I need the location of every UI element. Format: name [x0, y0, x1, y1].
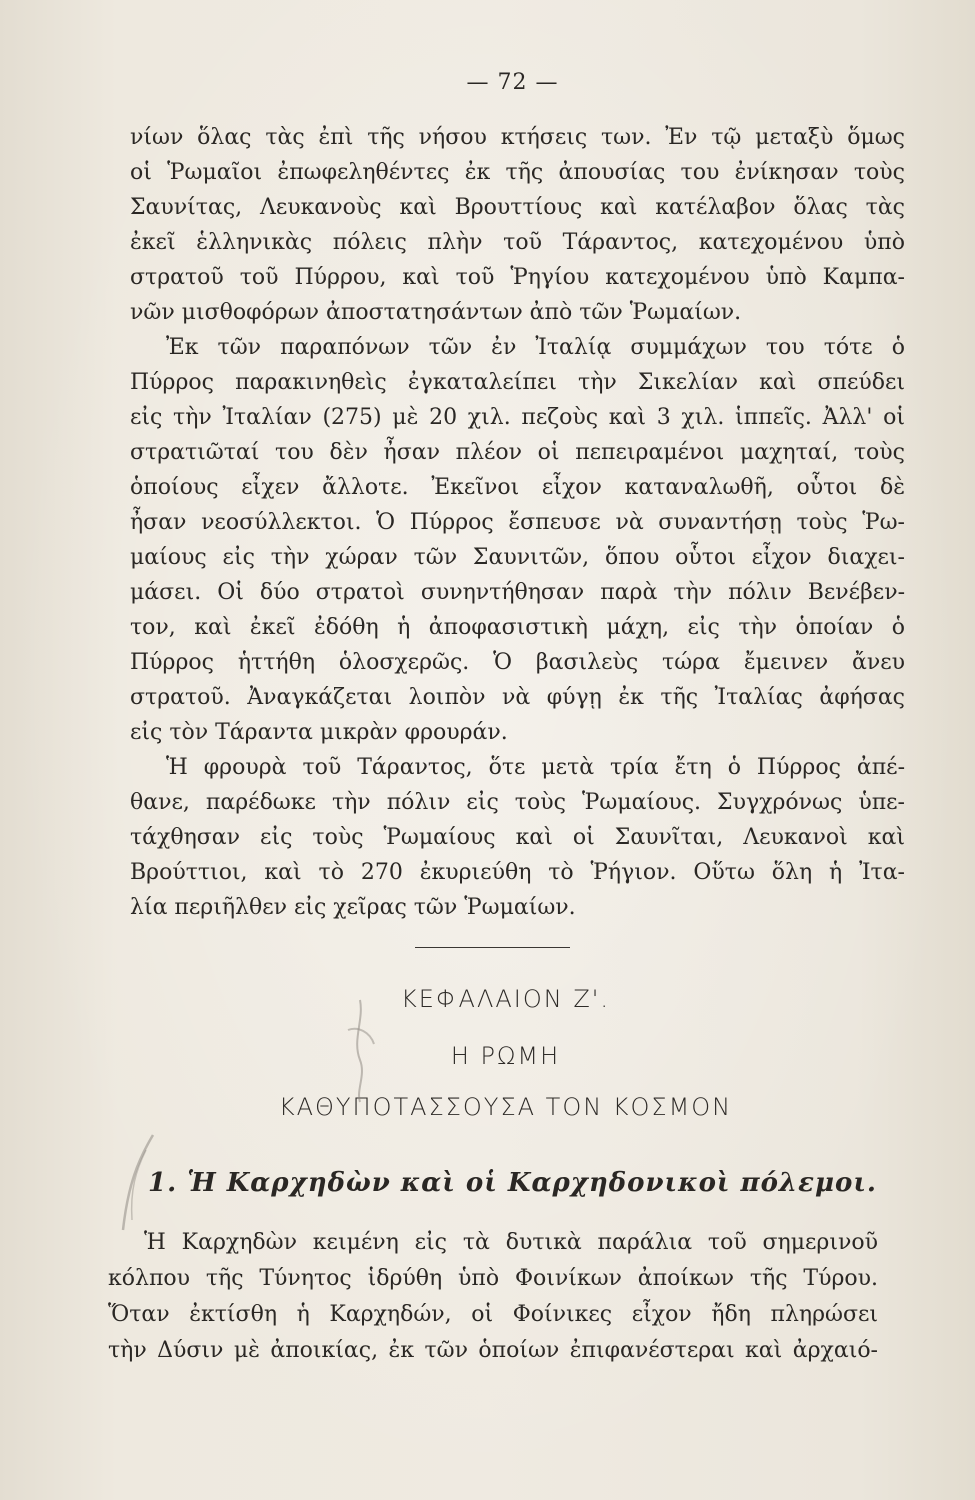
text-line: τὴν Δύσιν μὲ ἀποικίας, ἐκ τῶν ὁποίων ἐπιφανέστεραι καὶ ἀρχαιό-	[108, 1338, 878, 1363]
text-line: νίων ὅλας τὰς ἐπὶ τῆς νήσου κτήσεις των. Ἐν τῷ μεταξὺ ὅμως	[130, 125, 905, 150]
text-line: Ἐκ τῶν παραπόνων τῶν ἐν Ἰταλίᾳ συμμάχων του τότε ὁ	[166, 335, 905, 360]
text-line: Βρούττιοι, καὶ τὸ 270 ἐκυριεύθη τὸ Ῥήγιον. Οὕτω ὅλη ἡ Ἰτα-	[130, 860, 905, 885]
text-line: θανε, παρέδωκε τὴν πόλιν εἰς τοὺς Ῥωμαίους. Συγχρόνως ὑπε-	[130, 790, 905, 815]
text-line: μάσει. Οἱ δύο στρατοὶ συνηντήθησαν παρὰ τὴν πόλιν Βενέβεν-	[130, 580, 905, 605]
text-line: στρατοῦ τοῦ Πύρρου, καὶ τοῦ Ῥηγίου κατεχομένου ὑπὸ Καμπα-	[130, 265, 905, 290]
text-line: στρατιῶταί του δὲν ἦσαν πλέον οἱ πεπειραμένοι μαχηταί, τοὺς	[130, 440, 905, 465]
text-line: ὁποίους εἶχεν ἄλλοτε. Ἐκεῖνοι εἶχον καταναλωθῆ, οὗτοι δὲ	[130, 475, 905, 500]
text-line: κόλπου τῆς Τύνητος ἱδρύθη ὑπὸ Φοινίκων ἀποίκων τῆς Τύρου.	[108, 1266, 878, 1291]
section-text	[108, 1225, 878, 1369]
text-line: εἰς τὴν Ἰταλίαν (275) μὲ 20 χιλ. πεζοὺς καὶ 3 χιλ. ἱππεῖς. Ἀλλ' οἱ	[130, 405, 905, 430]
text-line: νῶν μισθοφόρων ἀποστατησάντων ἀπὸ τῶν Ῥωμαίων.	[130, 300, 742, 325]
text-line: εἰς τὸν Τάραντα μικρὰν φρουράν.	[130, 720, 508, 745]
text-line: στρατοῦ. Ἀναγκάζεται λοιπὸν νὰ φύγῃ ἐκ τῆς Ἰταλίας ἀφήσας	[130, 685, 905, 710]
section-divider	[415, 947, 570, 948]
text-line: Πύρρος παρακινηθεὶς ἐγκαταλείπει τὴν Σικελίαν καὶ σπεύδει	[130, 370, 905, 395]
chapter-label: ΚΕΦΑΛΑΙΟΝ Ζ'.	[400, 985, 611, 1013]
text-line: λία περιῆλθεν εἰς χεῖρας τῶν Ῥωμαίων.	[130, 895, 576, 920]
chapter-title-line-2: ΚΑΘΥΠΟΤΑΣΣΟΥΣΑ ΤΟΝ ΚΟΣΜΟΝ	[278, 1093, 733, 1121]
paragraph-3	[130, 750, 905, 925]
text-line: Ἡ φρουρὰ τοῦ Τάραντος, ὅτε μετὰ τρία ἔτη ὁ Πύρρος ἀπέ-	[166, 755, 905, 780]
page-number: — 72 —	[466, 70, 559, 95]
main-text	[130, 120, 905, 925]
text-line: τάχθησαν εἰς τοὺς Ῥωμαίους καὶ οἱ Σαυνῖται, Λευκανοὶ καὶ	[130, 825, 905, 850]
text-line: μαίους εἰς τὴν χώραν τῶν Σαυνιτῶν, ὅπου οὗτοι εἶχον διαχει-	[130, 545, 905, 570]
text-line: Σαυνίτας, Λευκανοὺς καὶ Βρουττίους καὶ κατέλαβον ὅλας τὰς	[130, 195, 905, 220]
text-line: οἱ Ῥωμαῖοι ἐπωφεληθέντες ἐκ τῆς ἀπουσίας του ἐνίκησαν τοὺς	[130, 160, 905, 185]
text-line: ἦσαν νεοσύλλεκτοι. Ὁ Πύρρος ἔσπευσε νὰ συναντήσῃ τοὺς Ῥω-	[130, 510, 905, 535]
text-line: Ὅταν ἐκτίσθη ἡ Καρχηδών, οἱ Φοίνικες εἶχον ἤδη πληρώσει	[108, 1302, 878, 1327]
paragraph-1	[130, 120, 905, 330]
section-heading: 1. Ἡ Καρχηδὼν καὶ οἱ Καρχηδονικοὶ πόλεμοι.	[148, 1168, 877, 1198]
text-line: Πύρρος ἡττήθη ὁλοσχερῶς. Ὁ βασιλεὺς τώρα ἔμεινεν ἄνευ	[130, 650, 905, 675]
chapter-title-line-1: Η ΡΩΜΗ	[450, 1042, 561, 1070]
text-line: ἐκεῖ ἑλληνικὰς πόλεις πλὴν τοῦ Τάραντος, κατεχομένου ὑπὸ	[130, 230, 905, 255]
text-line: τον, καὶ ἐκεῖ ἐδόθη ἡ ἀποφασιστικὴ μάχη, εἰς τὴν ὁποίαν ὁ	[130, 615, 905, 640]
paragraph-2	[130, 330, 905, 750]
text-line: Ἡ Καρχηδὼν κειμένη εἰς τὰ δυτικὰ παράλια τοῦ σημερινοῦ	[144, 1230, 878, 1255]
